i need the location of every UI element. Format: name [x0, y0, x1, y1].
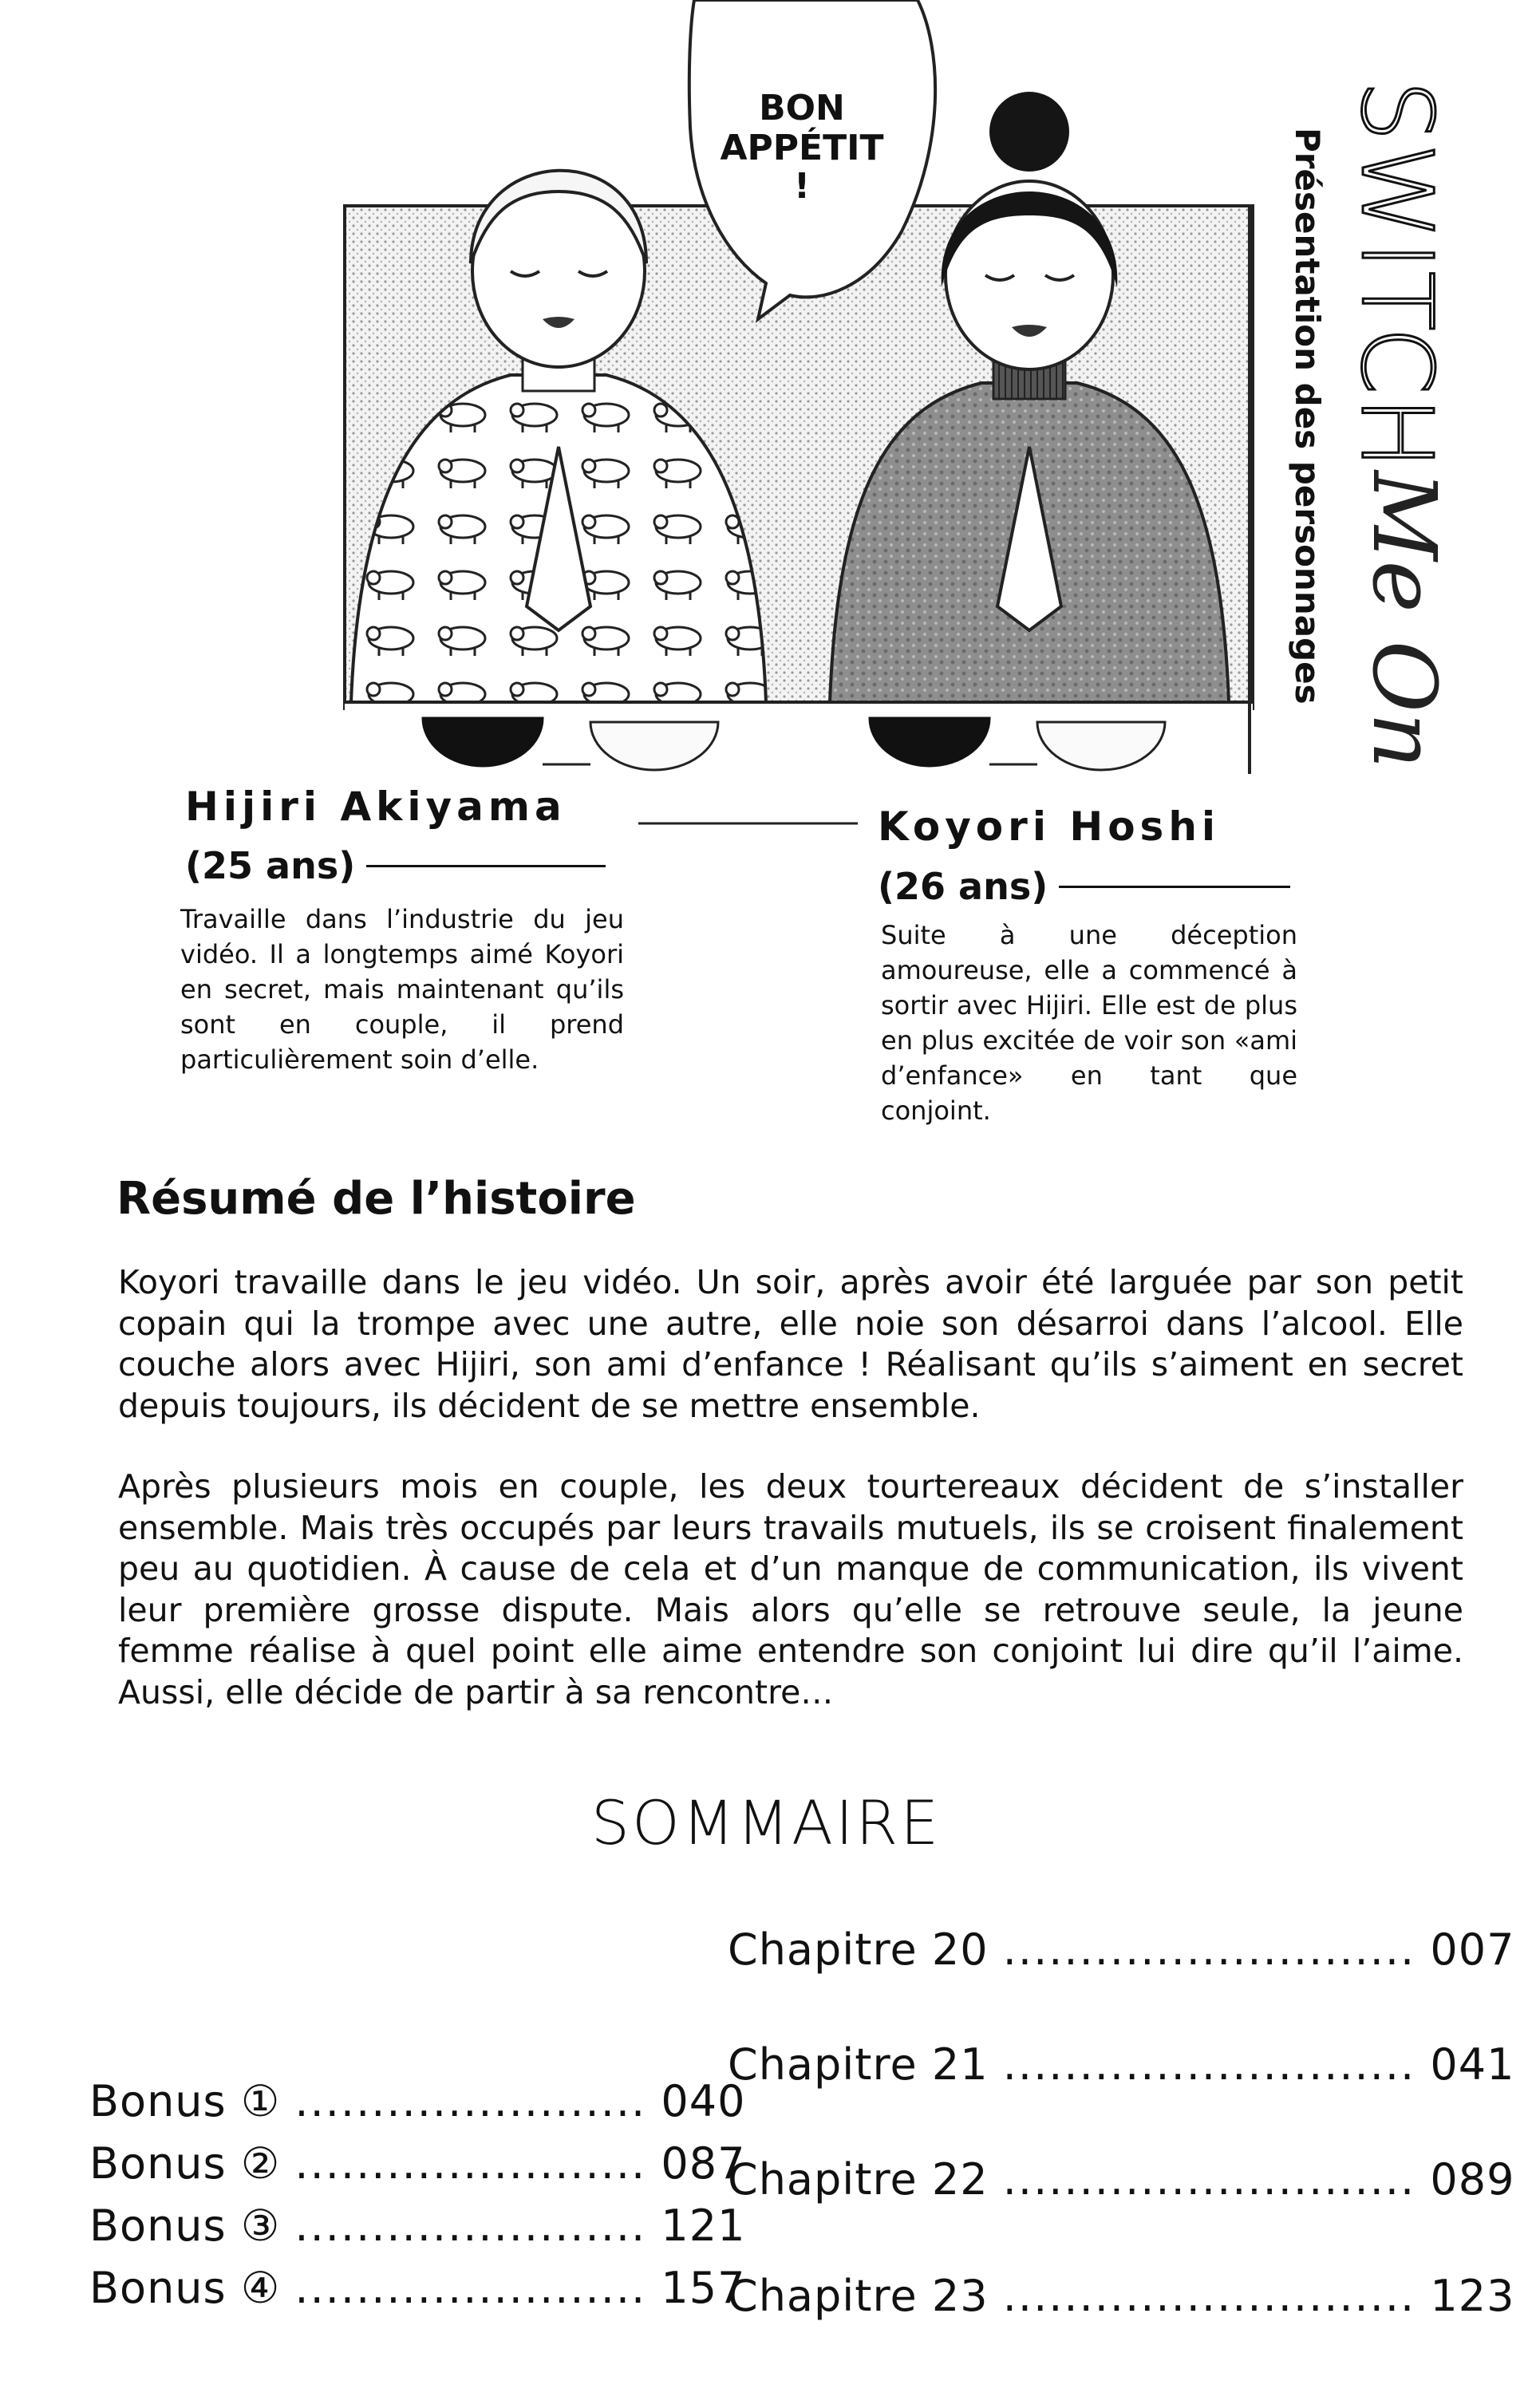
toc-leader: ....................... [294, 2201, 647, 2251]
age-rule [1059, 886, 1290, 888]
summary-paragraph-1: Koyori travaille dans le jeu vidéo. Un soir, après avoir été larguée par son petit copain qui la trompe avec une autre, elle noie son désarroi dans l’alcool. Elle couche alors avec Hijiri, son ami d’enfance ! Réalisant qu’ils s’aiment en secret depuis toujours, ils décident de se mettre ensemble. [118, 1263, 1463, 1425]
toc-label: Bonus ① [89, 2076, 281, 2126]
toc-bonus-2[interactable] [89, 2138, 745, 2189]
toc-label: Bonus ③ [89, 2201, 281, 2251]
toc-page: 087 [661, 2138, 746, 2189]
character-age-row-hijiri [185, 844, 606, 887]
toc-page: 121 [661, 2201, 746, 2251]
toc-label: Chapitre 21 [728, 2039, 989, 2090]
series-logo-text: SWITCH [1340, 80, 1453, 472]
toc-chapter-20[interactable] [728, 1924, 1514, 1975]
toc-leader: ........................... [1002, 1924, 1416, 1975]
character-age-hijiri: (25 ans) [185, 844, 356, 887]
summary-title: Résumé de l’histoire [116, 1173, 636, 1225]
character-description-hijiri: Travaille dans l’industrie du jeu vidéo. Il a longtemps aimé Koyori en secret, mais maintenant qu’ils sont en couple, il prend particulièrement soin d’elle. [180, 904, 624, 1075]
toc-leader: ....................... [294, 2138, 647, 2189]
toc-leader: ........................... [1002, 2271, 1416, 2321]
toc-leader: ........................... [1002, 2039, 1416, 2090]
toc-page: 123 [1430, 2271, 1515, 2321]
character-name-hijiri: Hijiri Akiyama [177, 782, 574, 831]
toc-page: 040 [661, 2076, 746, 2126]
toc-label: Chapitre 23 [728, 2271, 989, 2321]
series-script-subtitle-text: Me On [1353, 471, 1455, 769]
toc-page: 041 [1430, 2039, 1515, 2090]
character-age-koyori: (26 ans) [878, 865, 1048, 908]
character-age-row-koyori [878, 865, 1290, 908]
toc-leader: ....................... [294, 2076, 647, 2126]
character-description-koyori: Suite à une déception amoureuse, elle a commencé à sortir avec Hijiri. Elle est de plus en plus excitée de voir son «ami d’enfance» en tant que conjoint. [881, 920, 1297, 1126]
bubble-line-3: ! [793, 166, 811, 207]
toc-label: Bonus ④ [89, 2263, 281, 2313]
character-name-koyori: Koyori Hoshi [870, 802, 1228, 851]
toc-page: 089 [1430, 2154, 1515, 2205]
toc-page: 157 [661, 2263, 746, 2313]
age-rule [366, 865, 606, 867]
summary-paragraph-2: Après plusieurs mois en couple, les deux tourtereaux décident de s’installer ensemble. Mais très occupés par leurs travails mutuels, ils se croisent finalement peu au quotidien. À cause de cela et d’un manque de communication, ils vivent leur première grosse dispute. Mais alors qu’elle se retrouve seule, la jeune femme réalise à quel point elle aime entendre son conjoint lui dire qu’il l’aime. Aussi, elle décide de partir à sa rencontre… [118, 1467, 1463, 1711]
section-label [1283, 128, 1331, 705]
toc-page: 007 [1430, 1924, 1515, 1975]
toc-label: Bonus ② [89, 2138, 281, 2189]
toc-leader: ....................... [294, 2263, 647, 2313]
bubble-line-2: APPÉTIT [720, 128, 884, 168]
series-logo [1340, 80, 1453, 472]
toc-leader: ........................... [1002, 2154, 1416, 2205]
section-label-text: Présentation des personnages [1288, 128, 1327, 705]
toc-label: Chapitre 22 [728, 2154, 989, 2205]
toc-label: Chapitre 20 [728, 1924, 989, 1975]
contents-title: SOMMAIRE [590, 1787, 942, 1858]
toc-chapter-23[interactable] [728, 2271, 1514, 2321]
toc-bonus-1[interactable] [89, 2076, 745, 2126]
toc-chapter-22[interactable] [728, 2154, 1514, 2205]
toc-bonus-3[interactable] [89, 2201, 745, 2251]
toc-chapter-21[interactable] [728, 2039, 1514, 2090]
series-script-subtitle [1348, 471, 1460, 769]
bubble-line-1: BON [759, 88, 845, 128]
toc-bonus-4[interactable] [89, 2263, 745, 2313]
